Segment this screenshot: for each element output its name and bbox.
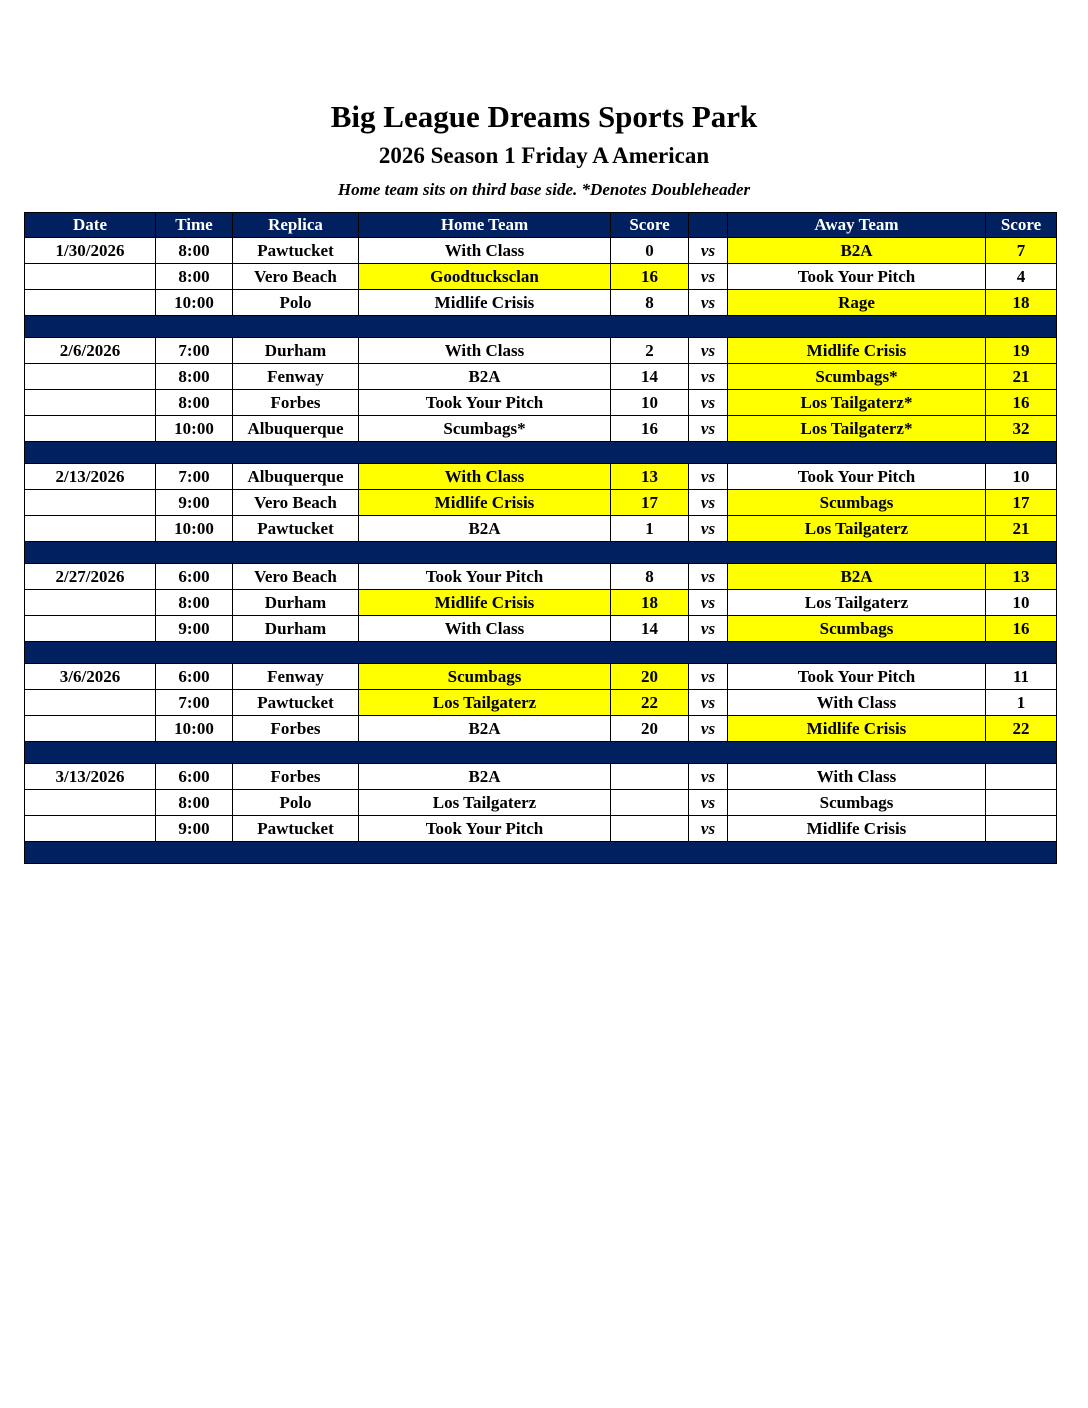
home-team-cell: B2A [359, 764, 611, 790]
date-cell: 3/6/2026 [25, 664, 156, 690]
vs-cell: vs [689, 264, 728, 290]
date-cell: 2/27/2026 [25, 564, 156, 590]
away-team-cell: Los Tailgaterz* [728, 416, 986, 442]
schedule-row [25, 490, 1057, 516]
away-score-cell: 10 [986, 590, 1057, 616]
home-score-cell: 0 [611, 238, 689, 264]
replica-cell: Fenway [233, 364, 359, 390]
schedule-row [25, 764, 1057, 790]
away-score-cell: 13 [986, 564, 1057, 590]
date-cell [25, 416, 156, 442]
home-score-cell [611, 816, 689, 842]
away-team-cell: Rage [728, 290, 986, 316]
separator-bar [25, 642, 1057, 664]
header-row [25, 213, 1057, 238]
column-header: Away Team [728, 213, 986, 238]
home-team-cell: With Class [359, 616, 611, 642]
vs-cell: vs [689, 338, 728, 364]
replica-cell: Albuquerque [233, 416, 359, 442]
schedule-row [25, 264, 1057, 290]
page-subtitle: 2026 Season 1 Friday A American [378, 143, 710, 169]
column-header [689, 213, 728, 238]
schedule-row [25, 290, 1057, 316]
date-cell [25, 790, 156, 816]
separator-row [25, 542, 1057, 564]
home-team-cell: Took Your Pitch [359, 564, 611, 590]
home-score-cell: 20 [611, 664, 689, 690]
replica-cell: Durham [233, 616, 359, 642]
home-score-cell: 14 [611, 616, 689, 642]
page-title: Big League Dreams Sports Park [330, 99, 758, 134]
date-cell [25, 590, 156, 616]
vs-cell: vs [689, 716, 728, 742]
schedule-body [25, 238, 1057, 864]
away-score-cell: 32 [986, 416, 1057, 442]
separator-bar [25, 742, 1057, 764]
home-team-cell: Goodtucksclan [359, 264, 611, 290]
schedule-row [25, 690, 1057, 716]
schedule-row [25, 664, 1057, 690]
home-score-cell: 8 [611, 290, 689, 316]
away-team-cell: Los Tailgaterz [728, 516, 986, 542]
home-team-cell: Midlife Crisis [359, 290, 611, 316]
away-score-cell: 1 [986, 690, 1057, 716]
time-cell: 10:00 [156, 290, 233, 316]
home-team-cell: Los Tailgaterz [359, 690, 611, 716]
home-score-cell [611, 764, 689, 790]
home-team-cell: With Class [359, 464, 611, 490]
page-note: Home team sits on third base side. *Denotes Doubleheader [337, 180, 751, 200]
column-header: Time [156, 213, 233, 238]
schedule-row [25, 338, 1057, 364]
home-team-cell: Los Tailgaterz [359, 790, 611, 816]
schedule-row [25, 390, 1057, 416]
home-team-cell: B2A [359, 716, 611, 742]
separator-row [25, 742, 1057, 764]
date-cell [25, 690, 156, 716]
schedule-row [25, 790, 1057, 816]
replica-cell: Pawtucket [233, 690, 359, 716]
away-team-cell: Took Your Pitch [728, 464, 986, 490]
separator-bar [25, 842, 1057, 864]
schedule-row [25, 364, 1057, 390]
home-score-cell: 16 [611, 264, 689, 290]
time-cell: 8:00 [156, 590, 233, 616]
date-cell: 1/30/2026 [25, 238, 156, 264]
time-cell: 8:00 [156, 364, 233, 390]
replica-cell: Forbes [233, 716, 359, 742]
away-score-cell: 11 [986, 664, 1057, 690]
column-header: Score [611, 213, 689, 238]
date-cell [25, 716, 156, 742]
replica-cell: Fenway [233, 664, 359, 690]
replica-cell: Polo [233, 790, 359, 816]
home-score-cell: 13 [611, 464, 689, 490]
away-score-cell: 17 [986, 490, 1057, 516]
date-cell: 2/13/2026 [25, 464, 156, 490]
away-team-cell: B2A [728, 564, 986, 590]
vs-cell: vs [689, 464, 728, 490]
vs-cell: vs [689, 664, 728, 690]
schedule-table [24, 212, 1057, 864]
schedule-row [25, 590, 1057, 616]
away-team-cell: Scumbags [728, 616, 986, 642]
date-cell [25, 364, 156, 390]
away-team-cell: Los Tailgaterz [728, 590, 986, 616]
away-score-cell: 19 [986, 338, 1057, 364]
vs-cell: vs [689, 790, 728, 816]
schedule-row [25, 238, 1057, 264]
vs-cell: vs [689, 690, 728, 716]
schedule-row [25, 564, 1057, 590]
separator-row [25, 442, 1057, 464]
away-team-cell: Los Tailgaterz* [728, 390, 986, 416]
home-score-cell: 17 [611, 490, 689, 516]
column-header: Home Team [359, 213, 611, 238]
away-team-cell: Midlife Crisis [728, 338, 986, 364]
home-team-cell: Midlife Crisis [359, 590, 611, 616]
vs-cell: vs [689, 616, 728, 642]
home-score-cell: 8 [611, 564, 689, 590]
home-score-cell: 22 [611, 690, 689, 716]
replica-cell: Vero Beach [233, 564, 359, 590]
time-cell: 6:00 [156, 564, 233, 590]
away-score-cell: 21 [986, 364, 1057, 390]
column-header: Score [986, 213, 1057, 238]
home-team-cell: Scumbags* [359, 416, 611, 442]
vs-cell: vs [689, 390, 728, 416]
time-cell: 8:00 [156, 390, 233, 416]
time-cell: 10:00 [156, 716, 233, 742]
home-team-cell: With Class [359, 238, 611, 264]
time-cell: 6:00 [156, 764, 233, 790]
time-cell: 10:00 [156, 516, 233, 542]
away-team-cell: Took Your Pitch [728, 264, 986, 290]
date-cell [25, 264, 156, 290]
home-team-cell: Scumbags [359, 664, 611, 690]
replica-cell: Pawtucket [233, 516, 359, 542]
home-team-cell: B2A [359, 516, 611, 542]
away-score-cell: 18 [986, 290, 1057, 316]
vs-cell: vs [689, 290, 728, 316]
time-cell: 8:00 [156, 790, 233, 816]
home-score-cell: 10 [611, 390, 689, 416]
replica-cell: Vero Beach [233, 264, 359, 290]
away-team-cell: Scumbags [728, 490, 986, 516]
home-score-cell: 20 [611, 716, 689, 742]
away-team-cell: Took Your Pitch [728, 664, 986, 690]
away-score-cell: 10 [986, 464, 1057, 490]
away-team-cell: B2A [728, 238, 986, 264]
away-team-cell: With Class [728, 690, 986, 716]
vs-cell: vs [689, 364, 728, 390]
time-cell: 9:00 [156, 616, 233, 642]
away-score-cell: 4 [986, 264, 1057, 290]
replica-cell: Forbes [233, 390, 359, 416]
home-score-cell [611, 790, 689, 816]
away-team-cell: With Class [728, 764, 986, 790]
time-cell: 10:00 [156, 416, 233, 442]
time-cell: 7:00 [156, 464, 233, 490]
away-team-cell: Midlife Crisis [728, 816, 986, 842]
date-cell [25, 816, 156, 842]
vs-cell: vs [689, 764, 728, 790]
date-cell: 3/13/2026 [25, 764, 156, 790]
separator-row [25, 316, 1057, 338]
date-cell [25, 290, 156, 316]
home-score-cell: 2 [611, 338, 689, 364]
separator-row [25, 642, 1057, 664]
vs-cell: vs [689, 416, 728, 442]
time-cell: 8:00 [156, 238, 233, 264]
time-cell: 7:00 [156, 690, 233, 716]
schedule-row [25, 464, 1057, 490]
replica-cell: Albuquerque [233, 464, 359, 490]
home-team-cell: Took Your Pitch [359, 390, 611, 416]
away-team-cell: Scumbags [728, 790, 986, 816]
replica-cell: Durham [233, 590, 359, 616]
vs-cell: vs [689, 590, 728, 616]
home-team-cell: Took Your Pitch [359, 816, 611, 842]
schedule-row [25, 616, 1057, 642]
separator-bar [25, 442, 1057, 464]
schedule-row [25, 416, 1057, 442]
vs-cell: vs [689, 516, 728, 542]
time-cell: 9:00 [156, 816, 233, 842]
separator-bar [25, 316, 1057, 338]
home-team-cell: B2A [359, 364, 611, 390]
away-score-cell [986, 790, 1057, 816]
separator-row [25, 842, 1057, 864]
vs-cell: vs [689, 238, 728, 264]
home-team-cell: With Class [359, 338, 611, 364]
away-score-cell [986, 816, 1057, 842]
replica-cell: Polo [233, 290, 359, 316]
away-score-cell: 7 [986, 238, 1057, 264]
date-cell [25, 390, 156, 416]
time-cell: 7:00 [156, 338, 233, 364]
away-score-cell [986, 764, 1057, 790]
home-score-cell: 14 [611, 364, 689, 390]
schedule-row [25, 716, 1057, 742]
away-score-cell: 22 [986, 716, 1057, 742]
column-header: Date [25, 213, 156, 238]
home-score-cell: 16 [611, 416, 689, 442]
replica-cell: Pawtucket [233, 816, 359, 842]
replica-cell: Forbes [233, 764, 359, 790]
schedule-row [25, 816, 1057, 842]
date-cell [25, 490, 156, 516]
vs-cell: vs [689, 564, 728, 590]
away-score-cell: 16 [986, 390, 1057, 416]
separator-bar [25, 542, 1057, 564]
home-score-cell: 18 [611, 590, 689, 616]
schedule-row [25, 516, 1057, 542]
time-cell: 6:00 [156, 664, 233, 690]
date-cell: 2/6/2026 [25, 338, 156, 364]
date-cell [25, 516, 156, 542]
time-cell: 9:00 [156, 490, 233, 516]
replica-cell: Durham [233, 338, 359, 364]
away-score-cell: 21 [986, 516, 1057, 542]
away-score-cell: 16 [986, 616, 1057, 642]
away-team-cell: Midlife Crisis [728, 716, 986, 742]
replica-cell: Pawtucket [233, 238, 359, 264]
home-team-cell: Midlife Crisis [359, 490, 611, 516]
time-cell: 8:00 [156, 264, 233, 290]
vs-cell: vs [689, 490, 728, 516]
replica-cell: Vero Beach [233, 490, 359, 516]
column-header: Replica [233, 213, 359, 238]
away-team-cell: Scumbags* [728, 364, 986, 390]
vs-cell: vs [689, 816, 728, 842]
date-cell [25, 616, 156, 642]
home-score-cell: 1 [611, 516, 689, 542]
